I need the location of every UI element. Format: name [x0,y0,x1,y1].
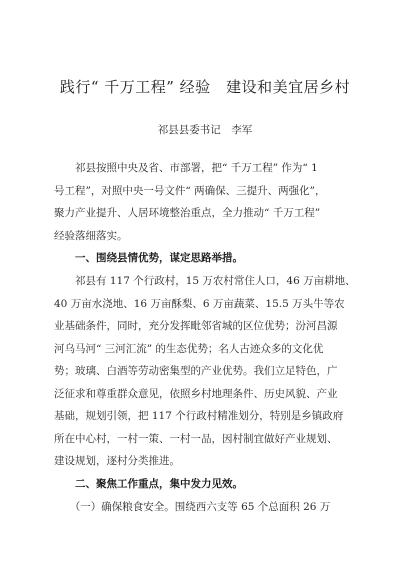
document-title: 践行“ 千万工程” 经验 建设和美宜居乡村 [59,78,351,96]
section-heading-2 [54,473,366,496]
paragraph-line: 河乌马河“ 三河汇流” 的生态优势；名人古迹众多的文化优 [54,342,324,355]
paragraph-line: （一）确保粮食安全。围绕西六支等 65 个总面积 26 万 [54,501,331,513]
paragraph-line: 祁县按照中央及省、市部署，把“ 千万工程” 作为“ 1 [54,162,318,174]
paragraph-line: 势；玻璃、白酒等劳动密集型的产业优势。我们立足特色，广 [54,365,338,377]
section-heading-text: 二、聚焦工作重点，集中发力见效。 [54,478,243,490]
paragraph-food-security [54,496,366,519]
paragraph-intro [54,157,366,247]
paragraph-county-overview [54,270,366,473]
paragraph-line: 业基础条件，同时，充分发挥毗邻省城的区位优势；汾河昌源 [54,320,338,332]
paragraph-line: 经验落细落实。 [54,229,128,242]
paragraph-line: 聚力产业提升、人居环境整治重点，全力推动“ 千万工程” [54,207,321,219]
section-heading-1 [54,247,366,270]
paragraph-line: 40 万亩水浇地、16 万亩酥梨、6 万亩蔬菜、15.5 万头牛等农 [54,297,345,310]
section-heading-text: 一、围绕县情优势，谋定思路举措。 [54,252,243,264]
paragraph-line: 所在中心村，一村一策、一村一品，因村制宜做好产业规划、 [54,432,338,445]
paragraph-line: 建设规划，逐村分类推进。 [54,455,180,467]
paragraph-line: 祁县有 117 个行政村，15 万农村常住人口，46 万亩耕地、 [54,275,356,287]
author-line: 祁县县委书记 李军 [157,124,253,136]
paragraph-line: 泛征求和尊重群众意见，依照乡村地理条件、历史风貌、产业 [54,387,338,400]
paragraph-line: 号工程”，对照中央一号文件“ 两确保、三提升、两强化”， [54,184,326,197]
paragraph-line: 基础，规划引领，把 117 个行政村精准划分，特别是乡镇政府 [54,410,344,422]
